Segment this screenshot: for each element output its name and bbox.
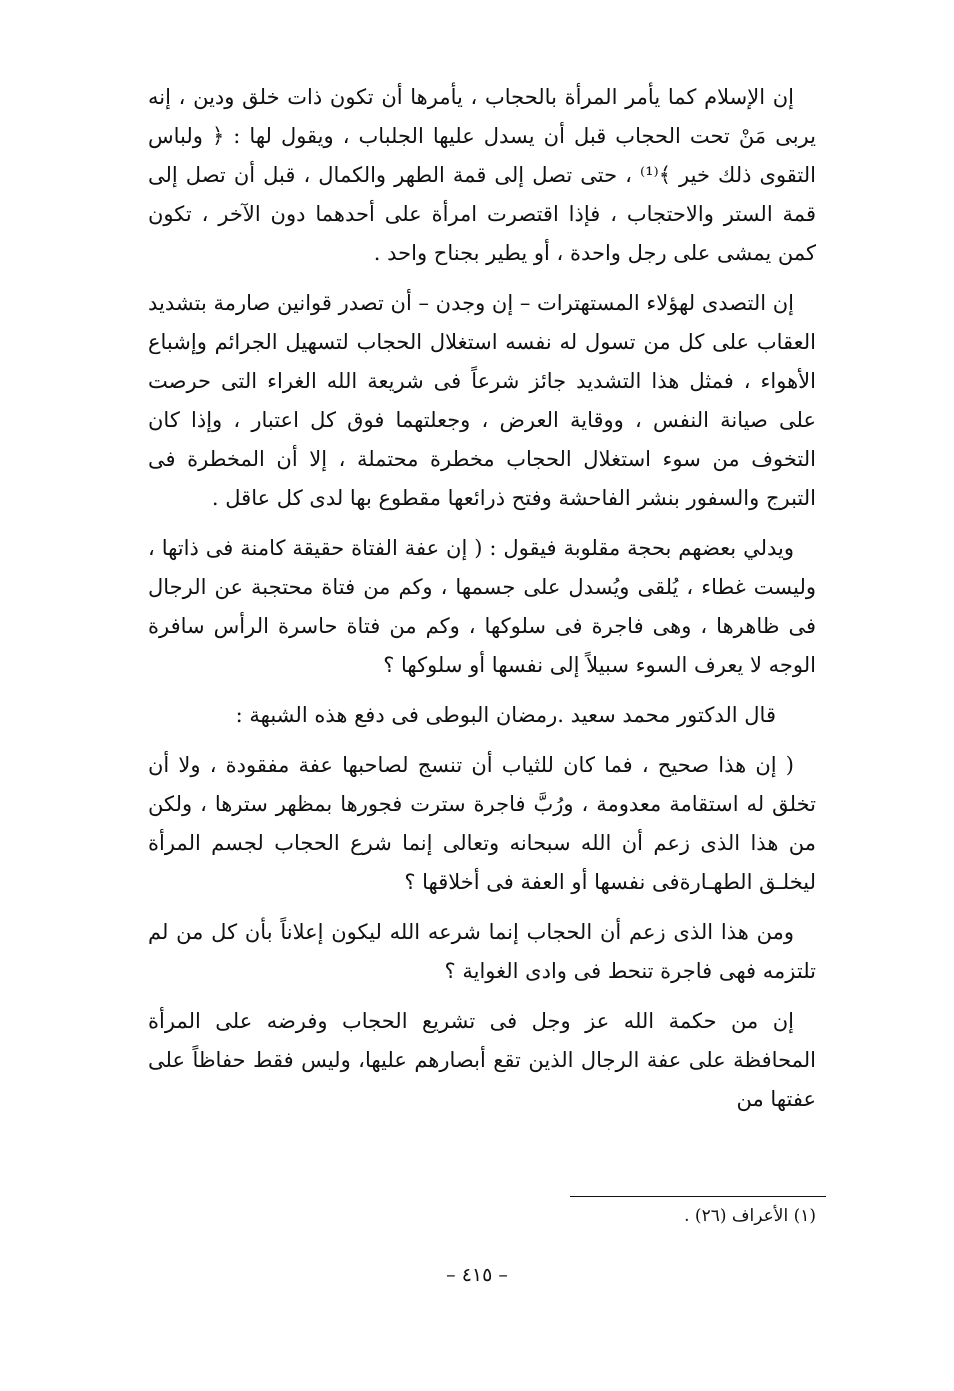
paragraph-7: إن من حكمة الله عز وجل فى تشريع الحجاب وفرضه على المرأة المحافظة على عفة الرجال الذين تقع أبصارهم عليها، وليس فقط حفاظاً على عفتها من	[148, 1009, 816, 1111]
footnote-divider	[570, 1196, 826, 1197]
body-text	[148, 78, 816, 1130]
paragraph-3: ويدلي بعضهم بحجة مقلوبة فيقول : ( إن عفة الفتاة حقيقة كامنة فى ذاتها ، وليست غطاء ، يُلقى ويُسدل على جسمها ، وكم من فتاة محتجبة عن الرجال فى ظاهرها ، وهى فاجرة فى سلوكها ، وكم من فتاة حاسرة الرأس سافرة الوجه لا يعرف السوء سبيلاً إلى نفسها أو سلوكها ؟	[148, 536, 816, 677]
paragraph-5: ( إن هذا صحيح ، فما كان للثياب أن تنسج لصاحبها عفة مفقودة ، ولا أن تخلق له استقامة معدومة ، ورُبَّ فاجرة سترت فجورها بمظهر سترها ، ولكن من هذا الذى زعم أن الله سبحانه وتعالى إنما شرع الحجاب لجسم المرأة ليخلـق الطهـارةفى نفسها أو العفة فى أخلاقها ؟	[148, 753, 816, 894]
footnote: (١) الأعراف (٢٦) .	[684, 1206, 816, 1226]
paragraph-1: إن الإسلام كما يأمر المرأة بالحجاب ، يأمرها أن تكون ذات خلق ودين ، إنه يربى مَنْ تحت الحجاب قبل أن يسدل عليها الجلباب ، ويقول لها : ﴿ ولباس التقوى ذلك خير ﴾⁽¹⁾ ، حتى تصل إلى قمة الطهر والكمال ، قبل أن تصل إلى قمة الستر والاحتجاب ، فإذا اقتصرت امرأة على أحدهما دون الآخر ، تكون كمن يمشى على رجل واحدة ، أو يطير بجناح واحد .	[148, 85, 817, 265]
paragraph-6: ومن هذا الذى زعم أن الحجاب إنما شرعه الله ليكون إعلاناً بأن كل من لم تلتزمه فهى فاجرة تنحط فى وادى الغواية ؟	[148, 920, 816, 983]
paragraph-2: إن التصدى لهؤلاء المستهترات – إن وجدن – أن تصدر قوانين صارمة بتشديد العقاب على كل من تسول له نفسه استغلال الحجاب لتسهيل الجرائم وإشباع الأهواء ، فمثل هذا التشديد جائز شرعاً فى شريعة الله الغراء التى حرصت على صيانة النفس ، ووقاية العرض ، وجعلتهما فوق كل اعتبار ، وإذا كان التخوف من سوء استغلال الحجاب مخطرة محتملة ، إلا أن المخطرة فى التبرج والسفور بنشر الفاحشة وفتح ذرائعها مقطوع بها لدى كل عاقل .	[148, 291, 816, 510]
paragraph-4: قال الدكتور محمد سعيد .رمضان البوطى فى دفع هذه الشبهة :	[235, 703, 776, 727]
page-number: – ٤١٥ –	[446, 1264, 508, 1286]
